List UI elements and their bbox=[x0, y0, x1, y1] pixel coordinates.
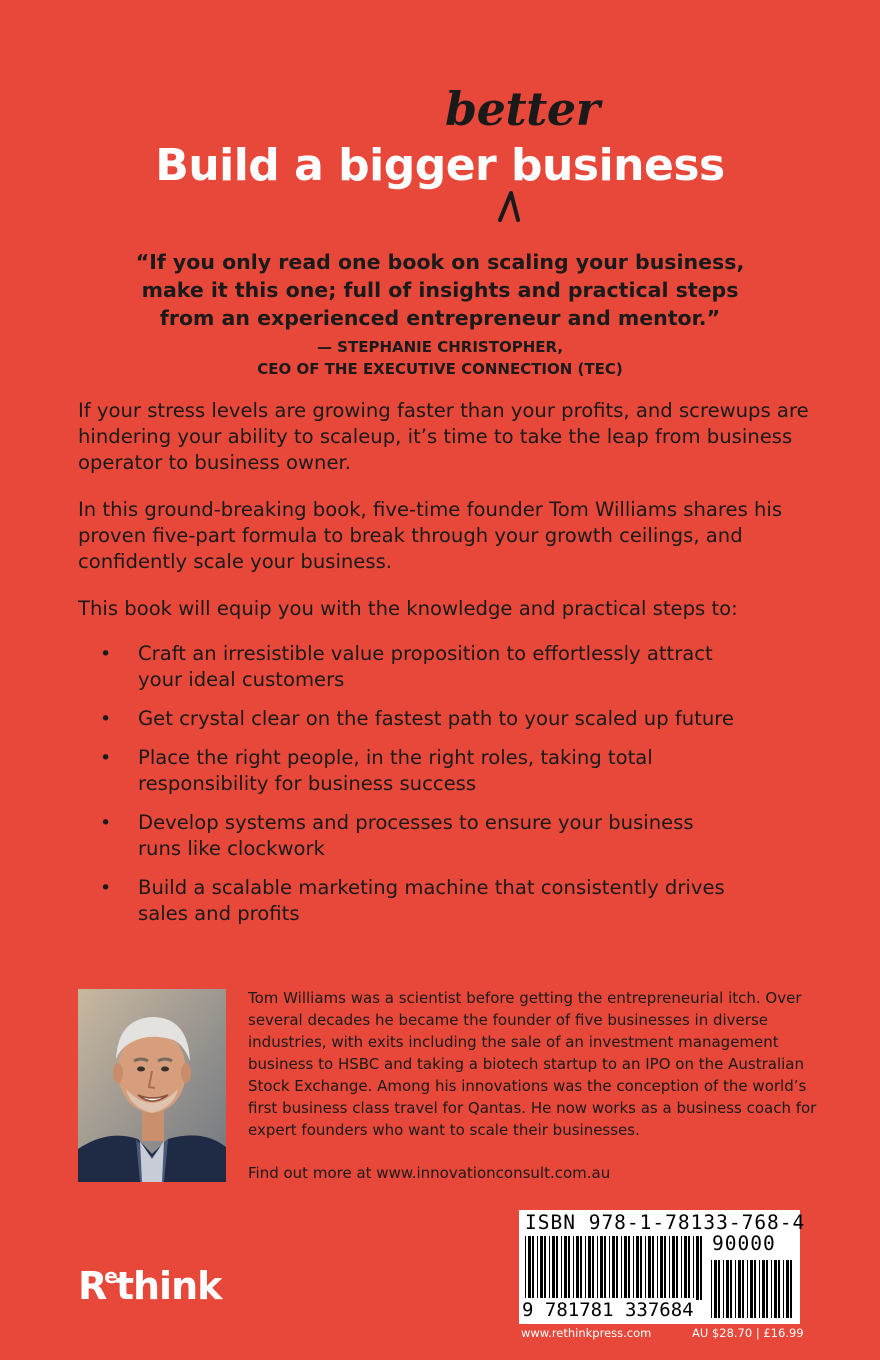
barcode-bar bbox=[783, 1260, 784, 1318]
barcode-bar bbox=[633, 1236, 634, 1300]
book-summary-paragraph: In this ground-breaking book, five-time founder Tom Williams shares his proven five-part formula to break through your growth ceilings, and confidently scale your business. bbox=[78, 498, 783, 573]
barcode-bar bbox=[592, 1236, 594, 1300]
barcode-bar bbox=[664, 1236, 666, 1300]
bullet-icon: • bbox=[100, 812, 112, 834]
isbn-label: ISBN 978-1-78133-768-4 bbox=[525, 1211, 806, 1234]
benefit-list bbox=[100, 641, 740, 940]
retail-price: AU $28.70 | £16.99 bbox=[692, 1326, 804, 1340]
barcode-bar bbox=[754, 1260, 756, 1318]
barcode-bar bbox=[700, 1236, 702, 1300]
author-bio: Tom Williams was a scientist before getting the entrepreneurial itch. Over several decades he became the founder of five businesses in diverse industries, with exits including the sale of an investment management business to HSBC and taking a biotech startup to an IPO on the Australian Stock Exchange. Among his innovations was the conception of the world’s first business class travel for Qantas. He now works as a business coach for expert founders who want to scale their businesses. bbox=[248, 989, 817, 1139]
barcode-bar bbox=[597, 1236, 598, 1300]
price-code: 90000 bbox=[712, 1232, 776, 1255]
barcode-bar bbox=[771, 1260, 772, 1318]
barcode-bar bbox=[774, 1260, 777, 1318]
quote-attribution bbox=[90, 336, 790, 380]
barcode-bar bbox=[747, 1260, 748, 1318]
barcode-bar bbox=[552, 1236, 555, 1300]
barcode-bar bbox=[786, 1260, 789, 1318]
barcode-bar bbox=[645, 1236, 646, 1300]
barcode-bar bbox=[600, 1236, 603, 1300]
publisher-website: www.rethinkpress.com bbox=[521, 1326, 652, 1340]
barcode-bar bbox=[532, 1236, 534, 1300]
attribution-title: CEO OF THE EXECUTIVE CONNECTION (TEC) bbox=[257, 360, 623, 378]
list-item: • Get crystal clear on the fastest path to your scaled up future bbox=[100, 707, 734, 730]
list-item: • Build a scalable marketing machine that consistently drives sales and profits bbox=[100, 876, 725, 925]
barcode-bar bbox=[696, 1236, 699, 1300]
barcode-bar bbox=[652, 1236, 654, 1300]
barcode-bar bbox=[726, 1260, 729, 1318]
intro-paragraph: If your stress levels are growing faster than your profits, and screwups are hindering your ability to scaleup, it’s time to take the leap from business operator to business owner. bbox=[78, 399, 809, 474]
barcode-bar bbox=[621, 1236, 622, 1300]
barcode-bar bbox=[723, 1260, 724, 1318]
bullets-intro: This book will equip you with the knowledge and practical steps to: bbox=[78, 597, 738, 620]
bullet-icon: • bbox=[100, 747, 112, 769]
barcode-bar bbox=[669, 1236, 670, 1300]
barcode-bar bbox=[604, 1236, 606, 1300]
barcode-bar bbox=[564, 1236, 567, 1300]
quote-line: “If you only read one book on scaling your business, bbox=[135, 250, 745, 274]
barcode-bar bbox=[730, 1260, 732, 1318]
barcode-number: 9 781781 337684 bbox=[522, 1299, 694, 1321]
headline-insert-word: better bbox=[445, 82, 600, 136]
barcode-bar bbox=[585, 1236, 586, 1300]
barcode-bar bbox=[573, 1236, 574, 1300]
author-photo bbox=[78, 989, 226, 1182]
barcode-bar bbox=[693, 1236, 694, 1300]
author-website-line: Find out more at www.innovationconsult.com.au bbox=[248, 1164, 611, 1182]
barcode-bar bbox=[612, 1236, 615, 1300]
barcode-bar bbox=[660, 1236, 663, 1300]
list-item: • Place the right people, in the right roles, taking total responsibility for business success bbox=[100, 746, 653, 795]
quote-line: make it this one; full of insights and practical steps bbox=[141, 278, 739, 302]
barcode-bar bbox=[549, 1236, 550, 1300]
barcode-bar bbox=[790, 1260, 792, 1318]
attribution-name: — STEPHANIE CHRISTOPHER, bbox=[316, 338, 564, 356]
barcode-bar bbox=[684, 1236, 687, 1300]
barcode-bar bbox=[759, 1260, 760, 1318]
barcode-bar bbox=[537, 1236, 538, 1300]
barcode-bar bbox=[657, 1236, 658, 1300]
quote-line: from an experienced entrepreneur and mentor.” bbox=[159, 306, 721, 330]
barcode-bar bbox=[588, 1236, 591, 1300]
barcode-bar bbox=[525, 1236, 526, 1300]
barcode-bar bbox=[576, 1236, 579, 1300]
barcode-bar bbox=[544, 1236, 546, 1300]
barcode-bar bbox=[742, 1260, 744, 1318]
list-item: • Craft an irresistible value proposition to effortlessly attract your ideal customers bbox=[100, 642, 713, 691]
list-item: • Develop systems and processes to ensure your business runs like clockwork bbox=[100, 811, 694, 860]
barcode-bar bbox=[681, 1236, 682, 1300]
barcode-bar bbox=[636, 1236, 639, 1300]
barcode-bar bbox=[616, 1236, 618, 1300]
barcode-bar bbox=[556, 1236, 558, 1300]
barcode-bar bbox=[568, 1236, 570, 1300]
barcode-bar bbox=[609, 1236, 610, 1300]
bullet-icon: • bbox=[100, 708, 112, 730]
barcode-bar bbox=[762, 1260, 765, 1318]
barcode-bar bbox=[672, 1236, 675, 1300]
barcode-bar bbox=[778, 1260, 780, 1318]
bullet-icon: • bbox=[100, 877, 112, 899]
barcode-bar bbox=[528, 1236, 531, 1300]
barcode-bar bbox=[714, 1260, 717, 1318]
bullet-icon: • bbox=[100, 643, 112, 665]
barcode-bar bbox=[688, 1236, 690, 1300]
insertion-caret-icon bbox=[492, 190, 532, 222]
barcode-bar bbox=[766, 1260, 768, 1318]
headline: Build a bigger business bbox=[155, 140, 725, 191]
endorsement-quote bbox=[90, 248, 790, 332]
barcode-bar bbox=[624, 1236, 627, 1300]
barcode-bar bbox=[676, 1236, 678, 1300]
barcode-bar bbox=[561, 1236, 562, 1300]
barcode-bar bbox=[718, 1260, 720, 1318]
barcode-bar bbox=[750, 1260, 753, 1318]
barcode-bar bbox=[648, 1236, 651, 1300]
barcode-bar bbox=[640, 1236, 642, 1300]
barcode-bar bbox=[711, 1260, 712, 1318]
barcode-bar bbox=[540, 1236, 543, 1300]
publisher-logo: $R^ethink$ bbox=[78, 1264, 222, 1308]
barcode-bar bbox=[735, 1260, 736, 1318]
barcode-bar bbox=[738, 1260, 741, 1318]
barcode-bar bbox=[580, 1236, 582, 1300]
barcode-bar bbox=[628, 1236, 630, 1300]
